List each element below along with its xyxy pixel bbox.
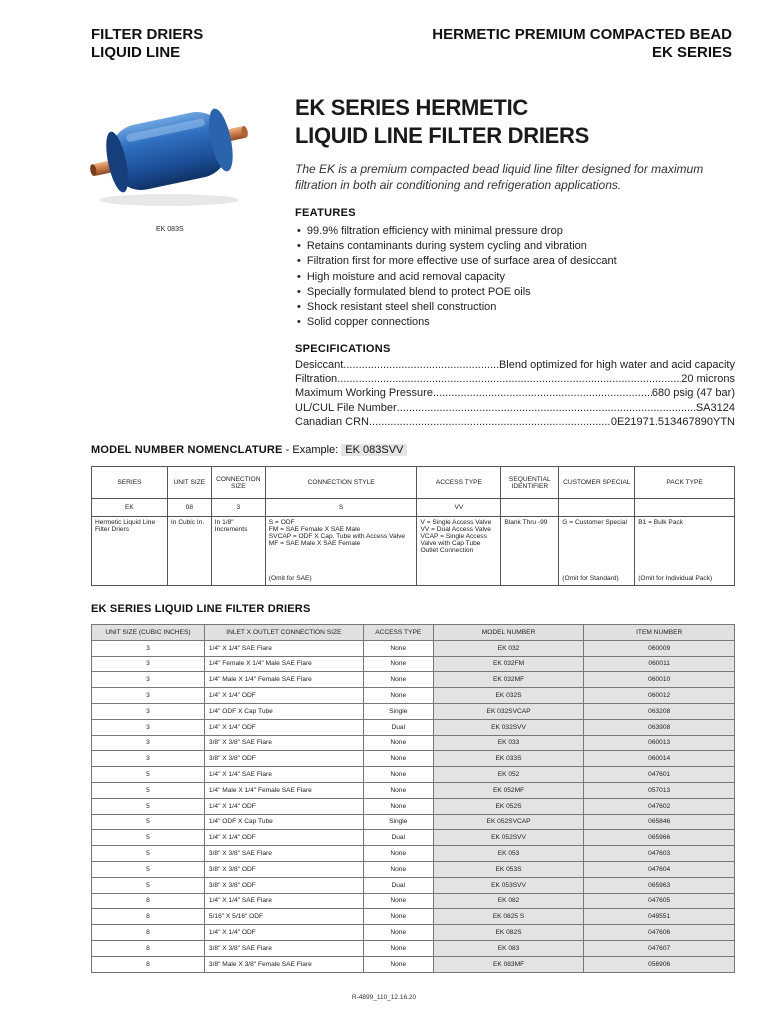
model-number-cell: EK 053S — [433, 861, 584, 877]
connection-size-cell: 1/4" X 1/4" ODF — [204, 719, 363, 735]
header-left-line: LIQUID LINE — [91, 44, 181, 61]
item-number-cell: 057013 — [584, 782, 735, 798]
nom-description-line: In Cubic In. — [170, 519, 205, 526]
item-number-cell: 047607 — [584, 940, 735, 956]
spec-value: 680 psig (47 bar) — [651, 387, 735, 400]
unit-size-cell: 5 — [92, 814, 205, 830]
nom-header-cell: UNIT SIZE — [167, 467, 211, 499]
item-number-cell: 065963 — [584, 877, 735, 893]
table-row — [92, 830, 735, 846]
model-number-cell: EK 032SVCAP — [433, 703, 584, 719]
nom-header-cell: CONNECTION SIZE — [211, 467, 265, 499]
image-caption: EK 083S — [156, 226, 184, 233]
spec-label: Desiccant — [295, 359, 344, 371]
table-row — [92, 956, 735, 972]
unit-size-cell: 3 — [92, 688, 205, 704]
table-row — [92, 767, 735, 783]
nom-description-line: In 1/8" — [214, 519, 234, 526]
spec-row-crn — [295, 415, 735, 429]
header-right-line: HERMETIC PREMIUM COMPACTED BEAD — [432, 26, 732, 43]
specifications-list — [295, 358, 735, 429]
access-type-cell: None — [363, 735, 433, 751]
nom-description-line: Hermetic Liquid Line — [95, 519, 156, 526]
model-number-cell: EK 032 — [433, 640, 584, 656]
spec-row-ul-file — [295, 401, 735, 415]
connection-size-cell: 3/8" X 3/8" ODF — [204, 861, 363, 877]
nom-code-cell: S — [265, 499, 417, 517]
model-number-cell: EK 083 — [433, 940, 584, 956]
table-row — [92, 893, 735, 909]
item-number-cell: 060014 — [584, 751, 735, 767]
item-number-cell: 047603 — [584, 846, 735, 862]
filter-drier-image — [86, 96, 252, 210]
nom-description-line: SVCAP = ODF X Cap. Tube with Access Valve — [268, 533, 406, 540]
model-number-cell: EK 052SVCAP — [433, 814, 584, 830]
ek-header-cell: ACCESS TYPE — [363, 625, 433, 641]
ek-header-cell: UNIT SIZE (CUBIC INCHES) — [92, 625, 205, 641]
connection-size-cell: 5/16" X 5/16" ODF — [204, 909, 363, 925]
nomenclature-header-row — [92, 467, 735, 499]
features-heading: FEATURES — [295, 207, 356, 219]
model-number-cell: EK 053SVV — [433, 877, 584, 893]
item-number-cell: 056906 — [584, 956, 735, 972]
nom-description-cell — [501, 517, 559, 586]
access-type-cell: None — [363, 846, 433, 862]
header-left — [91, 26, 203, 62]
nom-code-cell: EK — [92, 499, 168, 517]
unit-size-cell: 5 — [92, 782, 205, 798]
unit-size-cell: 8 — [92, 940, 205, 956]
access-type-cell: None — [363, 861, 433, 877]
nom-header-cell: ACCESS TYPE — [417, 467, 501, 499]
feature-item: • Specially formulated blend to protect POE oils — [297, 285, 617, 300]
connection-size-cell: 3/8" X 3/8" ODF — [204, 751, 363, 767]
model-number-cell: EK 032S — [433, 688, 584, 704]
table-row — [92, 782, 735, 798]
nom-description-cell — [211, 517, 265, 586]
table-row — [92, 940, 735, 956]
nomenclature-heading — [91, 444, 407, 456]
connection-size-cell: 1/4" Male X 1/4" Female SAE Flare — [204, 782, 363, 798]
nom-description-line: Filter Driers — [95, 526, 130, 533]
unit-size-cell: 3 — [92, 703, 205, 719]
item-number-cell: 047601 — [584, 767, 735, 783]
specifications-heading: SPECIFICATIONS — [295, 343, 391, 355]
nom-code-cell: VV — [417, 499, 501, 517]
model-number-cell: EK 033S — [433, 751, 584, 767]
nomenclature-title: MODEL NUMBER NOMENCLATURE — [91, 444, 283, 456]
nomenclature-code-row — [92, 499, 735, 517]
page-title — [295, 94, 589, 150]
footer-code: R-4899_110_12.16.20 — [351, 994, 417, 1001]
header-left-line: FILTER DRIERS — [91, 26, 204, 43]
ek-header-cell: ITEM NUMBER — [584, 625, 735, 641]
access-type-cell: None — [363, 656, 433, 672]
connection-size-cell: 1/4" X 1/4" SAE Flare — [204, 767, 363, 783]
connection-size-cell: 1/4" X 1/4" ODF — [204, 688, 363, 704]
unit-size-cell: 5 — [92, 877, 205, 893]
nom-description-cell — [559, 517, 635, 586]
model-number-cell: EK 032SVV — [433, 719, 584, 735]
nom-description-cell — [265, 517, 417, 586]
nom-header-cell: CONNECTION STYLE — [265, 467, 417, 499]
connection-size-cell: 3/8" X 3/8" SAE Flare — [204, 735, 363, 751]
access-type-cell: None — [363, 925, 433, 941]
nomenclature-example-label: - Example: — [282, 444, 342, 456]
connection-size-cell: 3/8" X 3/8" SAE Flare — [204, 846, 363, 862]
nomenclature-table — [91, 466, 735, 586]
unit-size-cell: 3 — [92, 719, 205, 735]
access-type-cell: Single — [363, 703, 433, 719]
ek-header-cell: MODEL NUMBER — [433, 625, 584, 641]
title-line: LIQUID LINE FILTER DRIERS — [295, 123, 589, 148]
item-number-cell: 063908 — [584, 719, 735, 735]
item-number-cell: 060012 — [584, 688, 735, 704]
table-row — [92, 846, 735, 862]
connection-size-cell: 1/4" X 1/4" ODF — [204, 830, 363, 846]
table-row — [92, 735, 735, 751]
table-row — [92, 688, 735, 704]
table-row — [92, 798, 735, 814]
item-number-cell: 049551 — [584, 909, 735, 925]
table-row — [92, 672, 735, 688]
model-number-cell: EK 052S — [433, 798, 584, 814]
spec-row-filtration — [295, 372, 735, 386]
unit-size-cell: 5 — [92, 846, 205, 862]
feature-item: • Shock resistant steel shell construction — [297, 300, 617, 315]
connection-size-cell: 1/4" Female X 1/4" Male SAE Flare — [204, 656, 363, 672]
item-number-cell: 047604 — [584, 861, 735, 877]
item-number-cell: 060009 — [584, 640, 735, 656]
unit-size-cell: 3 — [92, 751, 205, 767]
unit-size-cell: 3 — [92, 735, 205, 751]
nom-description-cell — [92, 517, 168, 586]
title-line: EK SERIES HERMETIC — [295, 95, 528, 120]
access-type-cell: None — [363, 640, 433, 656]
unit-size-cell: 5 — [92, 767, 205, 783]
item-number-cell: 047605 — [584, 893, 735, 909]
feature-item: • High moisture and acid removal capacity — [297, 270, 617, 285]
connection-size-cell: 3/8" X 3/8" SAE Flare — [204, 940, 363, 956]
table-row — [92, 861, 735, 877]
ek-header-cell: INLET X OUTLET CONNECTION SIZE — [204, 625, 363, 641]
model-number-cell: EK 033 — [433, 735, 584, 751]
unit-size-cell: 8 — [92, 893, 205, 909]
connection-size-cell: 1/4" X 1/4" SAE Flare — [204, 640, 363, 656]
ek-table-body — [92, 640, 735, 972]
nom-description-cell — [167, 517, 211, 586]
unit-size-cell: 3 — [92, 656, 205, 672]
spec-label: Maximum Working Pressure — [295, 387, 433, 400]
feature-item: • 99.9% filtration efficiency with minimal pressure drop — [297, 224, 617, 239]
nom-description-line: FM = SAE Female X SAE Male — [268, 526, 361, 533]
access-type-cell: Dual — [363, 877, 433, 893]
unit-size-cell: 5 — [92, 830, 205, 846]
model-number-cell: EK 032FM — [433, 656, 584, 672]
nom-code-cell — [635, 499, 735, 517]
access-type-cell: None — [363, 751, 433, 767]
nom-code-cell: 3 — [211, 499, 265, 517]
nom-header-cell: SEQUENTIAL IDENTIFIER — [501, 467, 559, 499]
table-row — [92, 909, 735, 925]
nom-code-cell — [501, 499, 559, 517]
access-type-cell: None — [363, 956, 433, 972]
table-row — [92, 703, 735, 719]
access-type-cell: None — [363, 767, 433, 783]
item-number-cell: 060011 — [584, 656, 735, 672]
model-number-cell: EK 053 — [433, 846, 584, 862]
access-type-cell: None — [363, 782, 433, 798]
spec-row-desiccant — [295, 358, 735, 372]
nomenclature-example: EK 083SVV — [341, 444, 407, 456]
access-type-cell: None — [363, 893, 433, 909]
access-type-cell: None — [363, 909, 433, 925]
table-row — [92, 656, 735, 672]
item-number-cell: 047602 — [584, 798, 735, 814]
nom-header-cell: PACK TYPE — [635, 467, 735, 499]
nom-description-line: B1 = Bulk Pack — [638, 519, 684, 526]
table-row — [92, 640, 735, 656]
nom-header-cell: CUSTOMER SPECIAL — [559, 467, 635, 499]
item-number-cell: 065846 — [584, 814, 735, 830]
nomenclature-description-row — [92, 517, 735, 586]
item-number-cell: 060010 — [584, 672, 735, 688]
nom-description-line: VV = Dual Access Valve — [420, 526, 491, 533]
nom-description-line: S = ODF — [268, 519, 295, 526]
connection-size-cell: 3/8" Male X 3/8" Female SAE Flare — [204, 956, 363, 972]
feature-item: • Solid copper connections — [297, 315, 617, 330]
spec-value: 20 microns — [681, 373, 735, 386]
access-type-cell: Dual — [363, 719, 433, 735]
access-type-cell: Single — [363, 814, 433, 830]
table-row — [92, 814, 735, 830]
nom-description-line: G = Customer Special — [562, 519, 627, 526]
header-right-line: EK SERIES — [651, 44, 732, 61]
model-number-cell: EK 0825 S — [433, 909, 584, 925]
spec-value: 0E21971.513467890YTN — [610, 415, 735, 428]
header-right — [432, 26, 732, 62]
spec-value: Blend optimized for high water and acid capacity — [498, 359, 735, 371]
unit-size-cell: 8 — [92, 925, 205, 941]
spec-row-pressure — [295, 386, 735, 400]
model-number-cell: EK 052MF — [433, 782, 584, 798]
model-number-cell: EK 052SVV — [433, 830, 584, 846]
spec-label: UL/CUL File Number — [295, 401, 397, 414]
features-list — [297, 224, 617, 330]
access-type-cell: None — [363, 672, 433, 688]
unit-size-cell: 3 — [92, 672, 205, 688]
feature-item: • Retains contaminants during system cycling and vibration — [297, 239, 617, 254]
access-type-cell: None — [363, 940, 433, 956]
model-number-cell: EK 082 — [433, 893, 584, 909]
nom-description-line: VCAP = Single Access — [420, 533, 487, 540]
spec-value: SA3124 — [695, 401, 735, 414]
model-number-cell: EK 083MF — [433, 956, 584, 972]
ek-table-heading: EK SERIES LIQUID LINE FILTER DRIERS — [91, 603, 311, 615]
nom-description-cell — [417, 517, 501, 586]
nom-description-line: Increments — [214, 526, 248, 533]
table-row — [92, 751, 735, 767]
table-row — [92, 719, 735, 735]
feature-item: • Filtration first for more effective use of surface area of desiccant — [297, 254, 617, 269]
ek-header-row — [92, 625, 735, 641]
item-number-cell: 063208 — [584, 703, 735, 719]
nom-description-line: Blank Thru -99 — [504, 519, 548, 526]
connection-size-cell: 1/4" ODF X Cap Tube — [204, 814, 363, 830]
item-number-cell: 047606 — [584, 925, 735, 941]
item-number-cell: 060013 — [584, 735, 735, 751]
connection-size-cell: 3/8" X 3/8" ODF — [204, 877, 363, 893]
access-type-cell: None — [363, 688, 433, 704]
connection-size-cell: 1/4" X 1/4" ODF — [204, 798, 363, 814]
nom-description-line: Outlet Connection — [420, 547, 474, 554]
model-number-cell: EK 032MF — [433, 672, 584, 688]
nom-description-line: V = Single Access Valve — [420, 519, 492, 526]
model-number-cell: EK 052 — [433, 767, 584, 783]
access-type-cell: None — [363, 798, 433, 814]
connection-size-cell: 1/4" X 1/4" ODF — [204, 925, 363, 941]
unit-size-cell: 3 — [92, 640, 205, 656]
spec-label: Filtration — [295, 373, 338, 386]
connection-size-cell: 1/4" X 1/4" SAE Flare — [204, 893, 363, 909]
model-number-cell: EK 082S — [433, 925, 584, 941]
intro-text: The EK is a premium compacted bead liquid line filter designed for maximum filtration in both air conditioning and refrigeration applications. — [295, 162, 704, 192]
nom-description-cell — [635, 517, 735, 586]
nom-description-line: MF = SAE Male X SAE Female — [268, 540, 361, 547]
spec-label: Canadian CRN — [295, 415, 369, 428]
unit-size-cell: 5 — [92, 861, 205, 877]
nom-omit-note: (Omit for Individual Pack) — [638, 575, 713, 582]
connection-size-cell: 1/4" Male X 1/4" Female SAE Flare — [204, 672, 363, 688]
table-row — [92, 925, 735, 941]
nom-omit-note: (Omit for Standard) — [562, 575, 619, 582]
connection-size-cell: 1/4" ODF X Cap Tube — [204, 703, 363, 719]
table-row — [92, 877, 735, 893]
unit-size-cell: 5 — [92, 798, 205, 814]
access-type-cell: Dual — [363, 830, 433, 846]
nom-omit-note: (Omit for SAE) — [268, 575, 312, 582]
ek-series-table — [91, 624, 735, 973]
unit-size-cell: 8 — [92, 956, 205, 972]
nom-description-line: Valve with Cap Tube — [420, 540, 481, 547]
nom-header-cell: SERIES — [92, 467, 168, 499]
nom-code-cell: 08 — [167, 499, 211, 517]
unit-size-cell: 8 — [92, 909, 205, 925]
item-number-cell: 065966 — [584, 830, 735, 846]
nom-code-cell — [559, 499, 635, 517]
